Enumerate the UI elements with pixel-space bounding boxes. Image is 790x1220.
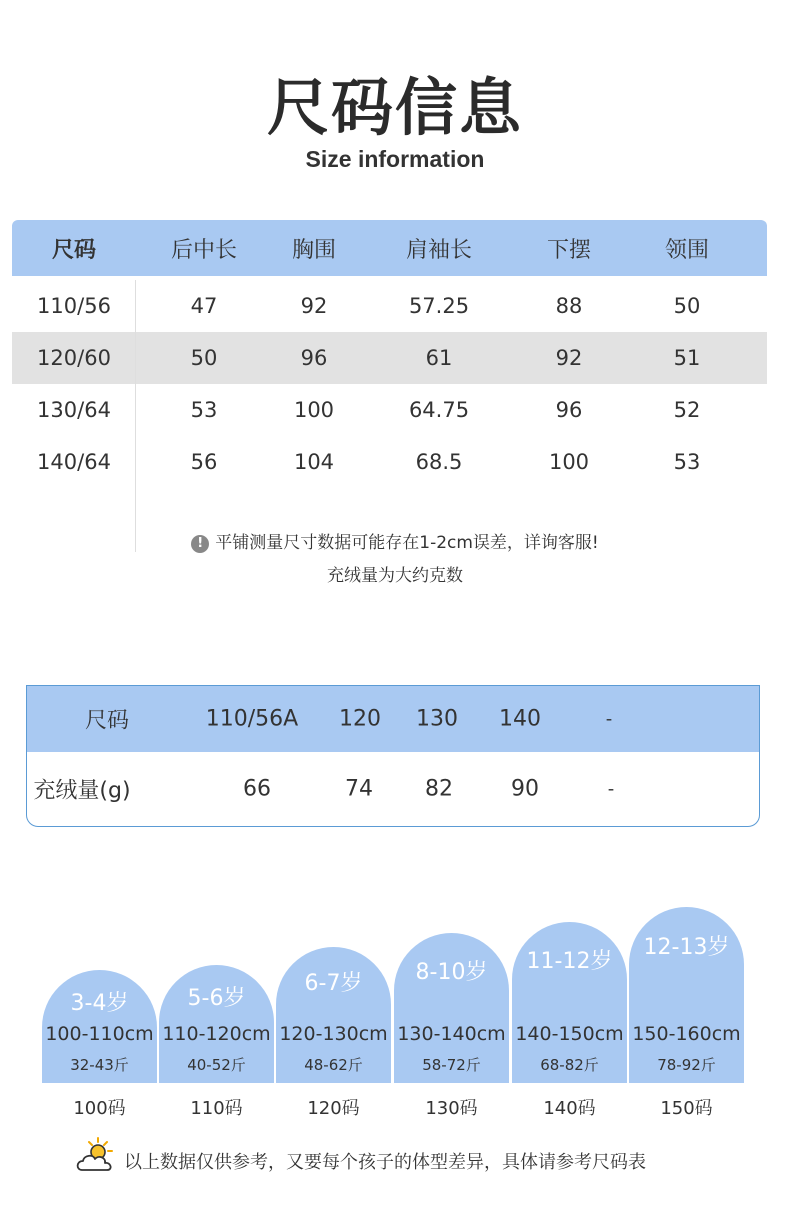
table-cell: 96: [300, 346, 328, 370]
size-code: 110码: [190, 1098, 243, 1119]
height-label: 150-160cm: [632, 1023, 741, 1045]
table-cell: 53: [190, 398, 218, 422]
header-cell: 肩袖长: [405, 237, 472, 263]
size-table: [12, 220, 767, 488]
table-cell: 57.25: [408, 294, 470, 318]
age-label: 3-4岁: [70, 991, 129, 1016]
table-cell: 51: [673, 346, 701, 370]
table-cell: 92: [555, 346, 583, 370]
table-cell: 68.5: [415, 450, 463, 474]
age-label: 5-6岁: [187, 986, 246, 1011]
age-label: 6-7岁: [304, 971, 363, 996]
page-title: 尺码信息: [266, 71, 523, 144]
table-cell: 140: [499, 706, 541, 732]
fill-note: 充绒量为大约克数: [327, 566, 463, 586]
table-cell: 92: [300, 294, 328, 318]
header-cell: 下摆: [546, 237, 591, 263]
page-subtitle: Size information: [305, 146, 485, 172]
size-code: 130码: [425, 1098, 478, 1119]
age-label: 8-10岁: [415, 960, 488, 985]
table-cell: 50: [673, 294, 701, 318]
weight-label: 48-62斤: [304, 1056, 363, 1074]
table-cell: -: [605, 708, 613, 730]
footer-note: 以上数据仅供参考，又要每个孩子的体型差异，具体请参考尺码表: [124, 1152, 646, 1173]
table-row: [12, 280, 767, 332]
height-label: 140-150cm: [515, 1023, 624, 1045]
table-cell: 120/60: [37, 346, 111, 370]
table-row: [12, 384, 767, 436]
table-row: [12, 332, 767, 384]
exclamation-icon: !: [191, 535, 209, 553]
table-cell: 100: [548, 450, 590, 474]
measurement-note: [0, 528, 790, 553]
table-cell: 50: [190, 346, 218, 370]
table-cell: 52: [673, 398, 701, 422]
size-code: 140码: [543, 1098, 596, 1119]
size-code: 150码: [660, 1098, 713, 1119]
table-cell: 100: [293, 398, 335, 422]
header-cell: 后中长: [170, 237, 237, 263]
age-label: 12-13岁: [643, 935, 730, 960]
weight-label: 78-92斤: [657, 1056, 716, 1074]
table-cell: 尺码: [84, 708, 130, 734]
weight-label: 40-52斤: [187, 1056, 246, 1074]
table-cell: 96: [555, 398, 583, 422]
header-cell: 胸围: [291, 237, 336, 263]
table-cell: 120: [339, 706, 381, 732]
age-label: 11-12岁: [526, 949, 613, 974]
weight-label: 68-82斤: [540, 1056, 599, 1074]
table-cell: 64.75: [408, 398, 470, 422]
table-cell: 140/64: [37, 450, 111, 474]
height-label: 130-140cm: [397, 1023, 506, 1045]
table-cell: 47: [190, 294, 218, 318]
table-cell: 110/56A: [205, 706, 299, 732]
table-cell: 88: [555, 294, 583, 318]
size-table-header: [12, 220, 767, 276]
header-cell: 领围: [664, 237, 709, 263]
table-cell: 56: [190, 450, 218, 474]
height-label: 110-120cm: [162, 1023, 271, 1045]
table-cell: 130/64: [37, 398, 111, 422]
table-cell: 充绒量(g): [33, 778, 131, 804]
down-fill-table: [26, 685, 760, 827]
note-text: 平铺测量尺寸数据可能存在1-2cm误差，详询客服!: [215, 533, 599, 553]
weight-label: 32-43斤: [70, 1056, 129, 1074]
size-table-body: [12, 280, 767, 488]
size-code: 100码: [73, 1098, 126, 1119]
sun-cloud-icon: [74, 1136, 122, 1176]
table-cell: 53: [673, 450, 701, 474]
table-cell: -: [607, 778, 615, 800]
height-label: 120-130cm: [279, 1023, 388, 1045]
table-cell: 66: [243, 776, 271, 802]
table-cell: 110/56: [37, 294, 111, 318]
table-row: [12, 436, 767, 488]
column-divider: [135, 280, 136, 552]
table-cell: 90: [511, 776, 539, 802]
table-cell: 74: [345, 776, 373, 802]
fill-table-row: [27, 752, 759, 826]
table-cell: 130: [416, 706, 458, 732]
height-label: 100-110cm: [45, 1023, 154, 1045]
table-cell: 82: [425, 776, 453, 802]
table-cell: 104: [293, 450, 335, 474]
weight-label: 58-72斤: [422, 1056, 481, 1074]
size-code: 120码: [307, 1098, 360, 1119]
table-cell: 61: [425, 346, 453, 370]
fill-table-header: [27, 686, 759, 752]
header-cell: 尺码: [51, 237, 96, 263]
